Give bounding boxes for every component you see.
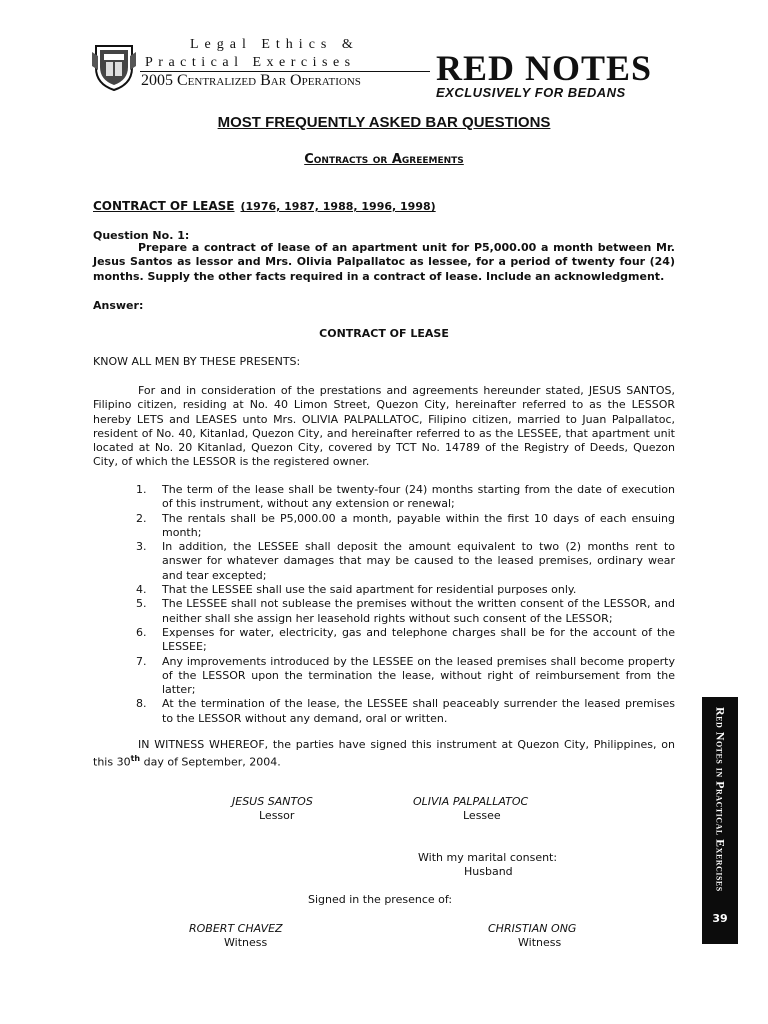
contract-greeting: KNOW ALL MEN BY THESE PRESENTS: [93, 355, 301, 368]
brand-subtitle: EXCLUSIVELY FOR BEDANS [436, 85, 626, 100]
side-tab [702, 697, 738, 944]
witness-clause-start: IN WITNESS WHEREOF, the parties have signed this instrument at Quezon City, Philippines, on this 30 [93, 738, 675, 769]
term-text: The rentals shall be P5,000.00 a month, payable within the first 10 days of each ensuing month; [162, 511, 675, 539]
header-line-2: Practical Exercises [145, 55, 356, 70]
term-number: 2. [136, 511, 147, 525]
term-number: 6. [136, 625, 147, 639]
section-title: Contracts or Agreements [304, 152, 464, 167]
term-number: 7. [136, 654, 147, 668]
terms-list [136, 483, 675, 726]
lessor-role: Lessor [259, 809, 295, 822]
term-item [136, 626, 675, 655]
term-item [136, 597, 675, 626]
witness-1-name: ROBERT CHAVEZ [189, 922, 283, 935]
question-text: Prepare a contract of lease of an apartment unit for P5,000.00 a month between Mr. Jesus Santos as lessor and Mrs. Olivia Palpallatoc as lessee, for a period of twenty four (24) months. Supply the other facts required in a contract of lease. Include an acknowledgment. [93, 241, 675, 283]
term-item [136, 483, 675, 512]
lessee-role: Lessee [463, 809, 501, 822]
presence-label: Signed in the presence of: [308, 893, 453, 906]
term-text: Any improvements introduced by the LESSEE on the leased premises shall become property of the LESSOR upon the termination the lease, without right of reimbursement from the latter; [162, 654, 675, 697]
page-number: 39 [712, 912, 728, 925]
law-school-seal-icon [92, 40, 136, 92]
lessor-name: JESUS SANTOS [232, 795, 313, 808]
term-number: 8. [136, 697, 147, 711]
marital-consent-label: With my marital consent: [418, 851, 558, 864]
brand-title: RED NOTES [436, 48, 653, 88]
lessee-name: OLIVIA PALPALLATOC [413, 795, 529, 808]
contract-title: CONTRACT OF LEASE [319, 327, 449, 340]
page-title: MOST FREQUENTLY ASKED BAR QUESTIONS [217, 114, 551, 131]
term-text: That the LESSEE shall use the said apartment for residential purposes only. [162, 583, 577, 597]
term-item [136, 512, 675, 541]
term-number: 4. [136, 583, 147, 597]
term-text: The term of the lease shall be twenty-four (24) months starting from the date of execution of this instrument, without any extension or renewal; [162, 483, 675, 511]
in-witness-clause [93, 738, 675, 770]
witness-clause-end: day of September, 2004. [140, 755, 281, 769]
side-tab-label: Red Notes in Practical Exercises [713, 707, 728, 892]
question-label: Question No. 1: [93, 229, 190, 242]
term-text: In addition, the LESSEE shall deposit the amount equivalent to two (2) months rent to answer for whatever damages that may be caused to the leased premises, ordinary wear and tear excepted; [162, 540, 675, 582]
husband-role: Husband [464, 865, 513, 878]
sub-heading-years: (1976, 1987, 1988, 1996, 1998) [240, 200, 436, 213]
term-item [136, 583, 675, 597]
answer-label: Answer: [93, 299, 144, 312]
term-item [136, 697, 675, 726]
term-item [136, 540, 675, 583]
term-text: The LESSEE shall not sublease the premises without the written consent of the LESSOR, and neither shall she assign her leasehold rights without such consent of the LESSOR; [162, 597, 675, 625]
witness-1-role: Witness [224, 936, 268, 949]
term-number: 1. [136, 483, 147, 496]
contract-intro: For and in consideration of the prestations and agreements hereunder stated, JESUS SANTOS, Filipino citizen, residing at No. 40 Limon Street, Quezon City, hereinafter referred to as the LESSOR hereby LETS and LEASES unto Mrs. OLIVIA PALPALLATOC, Filipino citizen, married to Juan Palpallatoc, resident of No. 40, Kitanlad, Quezon City, and hereinafter referred to as the LESSEE, that apartment unit located at No. 20 Kitanlad, Quezon City, covered by TCT No. 14789 of the Registry of Deeds, Quezon City, of which the LESSOR is the registered owner. [93, 384, 675, 469]
term-item [136, 655, 675, 698]
header-line-3: 2005 Centralized Bar Operations [141, 72, 361, 89]
term-number: 3. [136, 540, 147, 554]
witness-clause-ordinal: th [130, 754, 141, 764]
sub-heading [93, 199, 436, 213]
term-text: Expenses for water, electricity, gas and telephone charges shall be for the account of the LESSEE; [162, 625, 675, 654]
term-number: 5. [136, 597, 147, 611]
term-text: At the termination of the lease, the LESSEE shall peaceably surrender the leased premises to the LESSOR without any demand, oral or written. [162, 697, 675, 725]
witness-2-name: CHRISTIAN ONG [488, 922, 577, 935]
witness-2-role: Witness [518, 936, 562, 949]
sub-heading-title: CONTRACT OF LEASE [93, 199, 235, 213]
header-line-1: Legal Ethics & [190, 37, 359, 52]
